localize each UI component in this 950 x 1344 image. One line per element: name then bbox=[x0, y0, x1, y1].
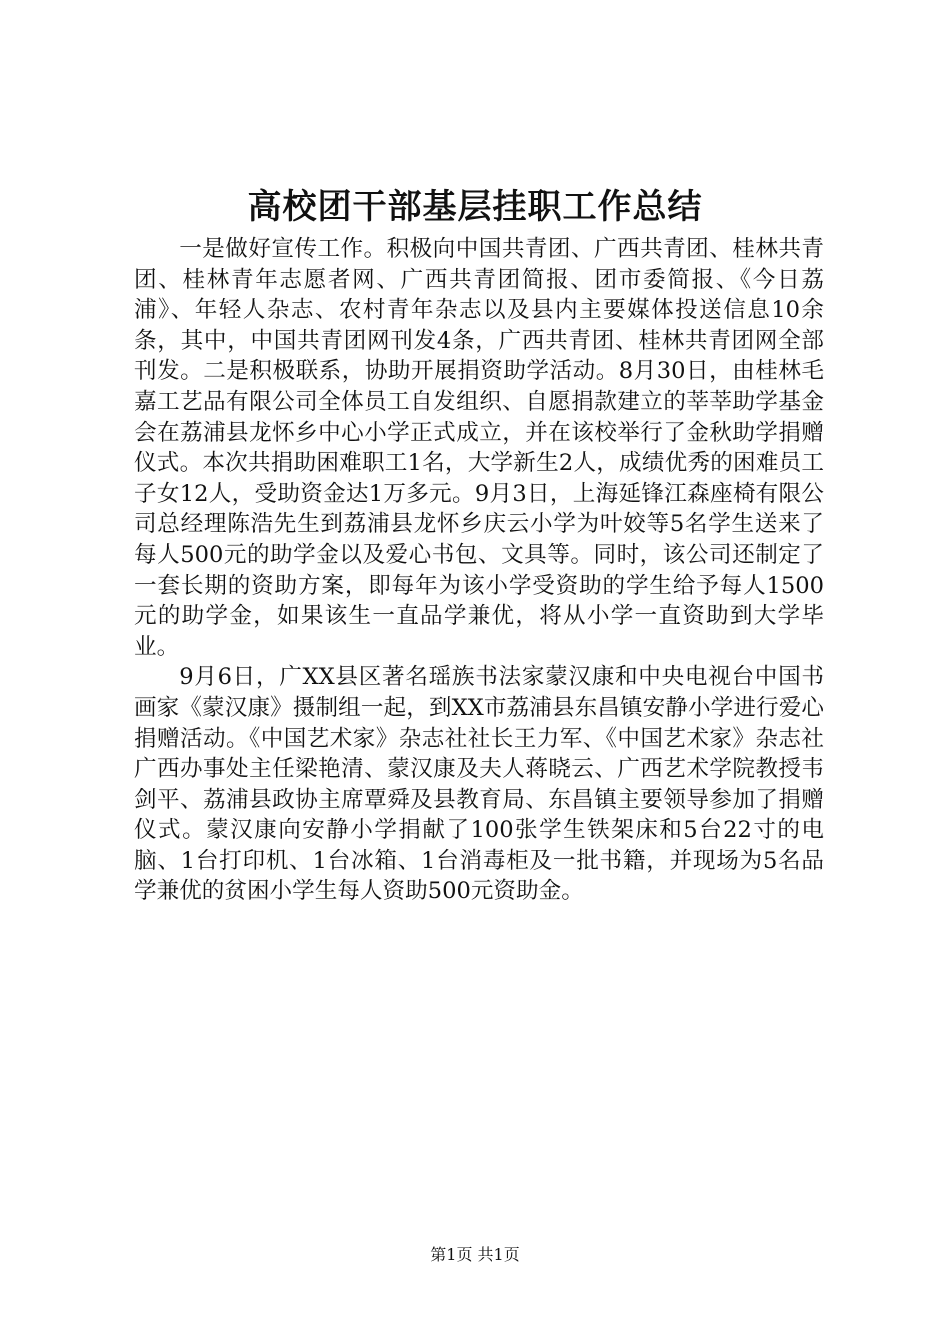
document-body bbox=[134, 234, 824, 907]
page-footer: 第1页 共1页 bbox=[430, 1245, 520, 1264]
paragraph-2: 9月6日，广XX县区著名瑶族书法家蒙汉康和中央电视台中国书画家《蒙汉康》摄制组一起，到XX市荔浦县东昌镇安静小学进行爱心捐赠活动。《中国艺术家》杂志社社长王力军、《中国艺术家》杂志社广西办事处主任梁艳清、蒙汉康及夫人蒋晓云、广西艺术学院教授韦剑平、荔浦县政协主席覃舜及县教育局、东昌镇主要领导参加了捐赠仪式。蒙汉康向安静小学捐献了100张学生铁架床和5台22寸的电脑、1台打印机、1台冰箱、1台消毒柜及一批书籍，并现场为5名品学兼优的贫困小学生每人资助500元资助金。 bbox=[134, 664, 824, 905]
paragraph-1: 一是做好宣传工作。积极向中国共青团、广西共青团、桂林共青团、桂林青年志愿者网、广西共青团简报、团市委简报、《今日荔浦》、年轻人杂志、农村青年杂志以及县内主要媒体投送信息10余条，其中，中国共青团网刊发4条，广西共青团、桂林共青团网全部刊发。二是积极联系，协助开展捐资助学活动。8月30日，由桂林毛嘉工艺品有限公司全体员工自发组织、自愿捐款建立的莘莘助学基金会在荔浦县龙怀乡中心小学正式成立，并在该校举行了金秋助学捐赠仪式。本次共捐助困难职工1名，大学新生2人，成绩优秀的困难员工子女12人，受助资金达1万多元。9月3日，上海延锋江森座椅有限公司总经理陈浩先生到荔浦县龙怀乡庆云小学为叶姣等5名学生送来了每人500元的助学金以及爱心书包、文具等。同时，该公司还制定了一套长期的资助方案，即每年为该小学受资助的学生给予每人1500元的助学金，如果该生一直品学兼优，将从小学一直资助到大学毕业。 bbox=[134, 236, 824, 660]
document-title: 高校团干部基层挂职工作总结 bbox=[247, 187, 703, 227]
